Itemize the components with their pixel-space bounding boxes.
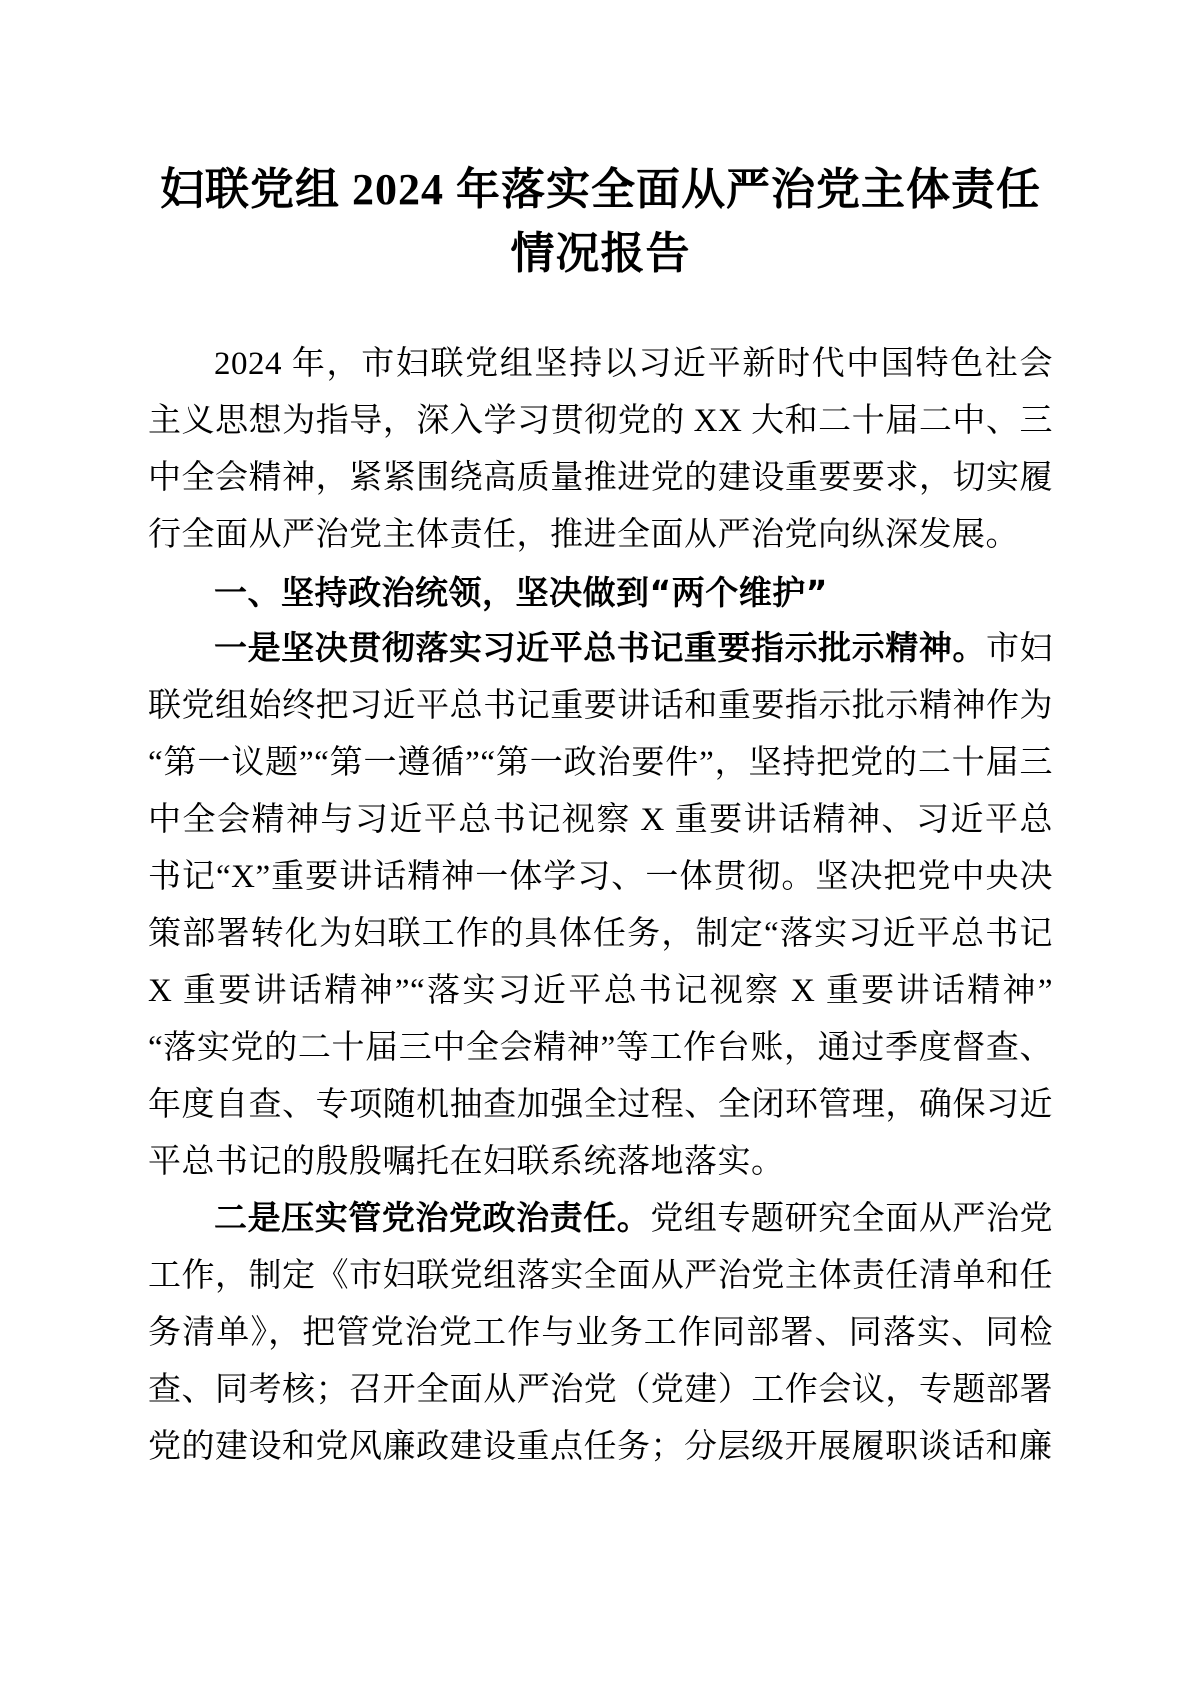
paragraph-point-two <box>148 1191 1053 1476</box>
point-one-text: 市妇联党组始终把习近平总书记重要讲话和重要指示批示精神作为“第一议题”“第一遵循”“第一政治要件”，坚持把党的二十届三中全会精神与习近平总书记视察 X 重要讲话精神、习近平总书记“X”重要讲话精神一体学习、一体贯彻。坚决把党中央决策部署转化为妇联工作的具体任务，制定“落实习近平总书记 X 重要讲话精神”“落实习近平总书记视察 X 重要讲话精神”“落实党的二十届三中全会精神”等工作台账，通过季度督查、年度自查、专项随机抽查加强全过程、全闭环管理，确保习近平总书记的殷殷嘱托在妇联系统落地落实。 <box>148 631 1053 1180</box>
intro-paragraph: 2024 年，市妇联党组坚持以习近平新时代中国特色社会主义思想为指导，深入学习贯彻党的 XX 大和二十届二中、三中全会精神，紧紧围绕高质量推进党的建设重要要求，切实履行全面从严治党主体责任，推进全面从严治党向纵深发展。 <box>148 346 1053 553</box>
section-heading-1: 一、坚持政治统领，坚决做到“两个维护” <box>214 573 828 612</box>
paragraph-point-one <box>148 621 1053 1191</box>
document-title: 妇联党组 2024 年落实全面从严治党主体责任情况报告 <box>160 165 1041 278</box>
point-two-lead: 二是压实管党治党政治责任。 <box>214 1201 651 1237</box>
point-two-text: 党组专题研究全面从严治党工作，制定《市妇联党组落实全面从严治党主体责任清单和任务清单》，把管党治党工作与业务工作同部署、同落实、同检查、同考核；召开全面从严治党（党建）工作会议，专题部署党的建设和党风廉政建设重点任务；分层级开展履职谈话和廉 <box>148 1201 1053 1465</box>
point-one-lead: 一是坚决贯彻落实习近平总书记重要指示批示精神。 <box>214 631 986 667</box>
